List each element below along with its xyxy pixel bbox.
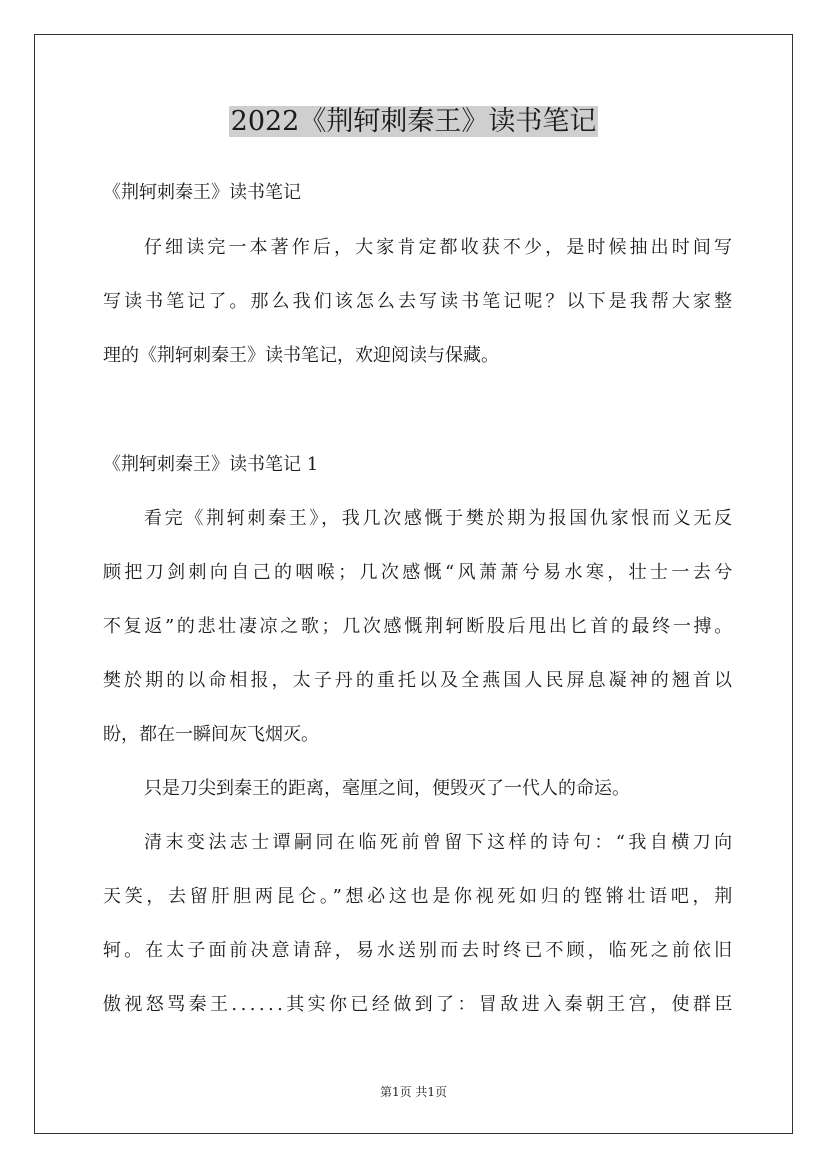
section-1-heading: 《荆轲刺秦王》读书笔记 1 [103, 454, 319, 475]
section-1-line: 只是刀尖到秦王的距离，毫厘之间，便毁灭了一代人的命运。 [144, 778, 630, 799]
section-1-line: 不复返”的悲壮凄凉之歌；几次感慨荆轲断股后甩出匕首的最终一搏。 [103, 616, 735, 637]
document-title-text: 2022《荆轲刺秦王》读书笔记 [230, 106, 597, 137]
section-1-line: 顾把刀剑刺向自己的咽喉；几次感慨“风萧萧兮易水寒，壮士一去兮 [103, 562, 736, 583]
intro-line: 理的《荆轲刺秦王》读书笔记，欢迎阅读与保藏。 [103, 345, 499, 366]
section-1-line: 傲视怒骂秦王......其实你已经做到了：冒敌进入秦朝王宫，使群臣 [103, 994, 736, 1015]
section-1-line: 天笑，去留肝胆两昆仑。”想必这也是你视死如归的铿锵壮语吧，荆 [103, 886, 736, 907]
section-1-line: 看完《荆轲刺秦王》，我几次感慨于樊於期为报国仇家恨而义无反 [144, 508, 735, 529]
section-1-line: 清末变法志士谭嗣同在临死前曾留下这样的诗句：“我自横刀向 [144, 832, 736, 853]
intro-line: 写读书笔记了。那么我们该怎么去写读书笔记呢？以下是我帮大家整 [103, 291, 736, 312]
intro-heading: 《荆轲刺秦王》读书笔记 [103, 182, 301, 203]
page-footer: 第1页 共1页 [379, 1085, 448, 1099]
document-title [0, 102, 827, 142]
intro-line: 仔细读完一本著作后，大家肯定都收获不少，是时候抽出时间写 [144, 237, 736, 258]
section-1-line: 樊於期的以命相报，太子丹的重托以及全燕国人民屏息凝神的翘首以 [103, 670, 736, 691]
section-1-line: 轲。在太子面前决意请辞，易水送别而去时终已不顾，临死之前依旧 [103, 940, 736, 961]
section-1-line: 盼，都在一瞬间灰飞烟灭。 [103, 724, 319, 745]
